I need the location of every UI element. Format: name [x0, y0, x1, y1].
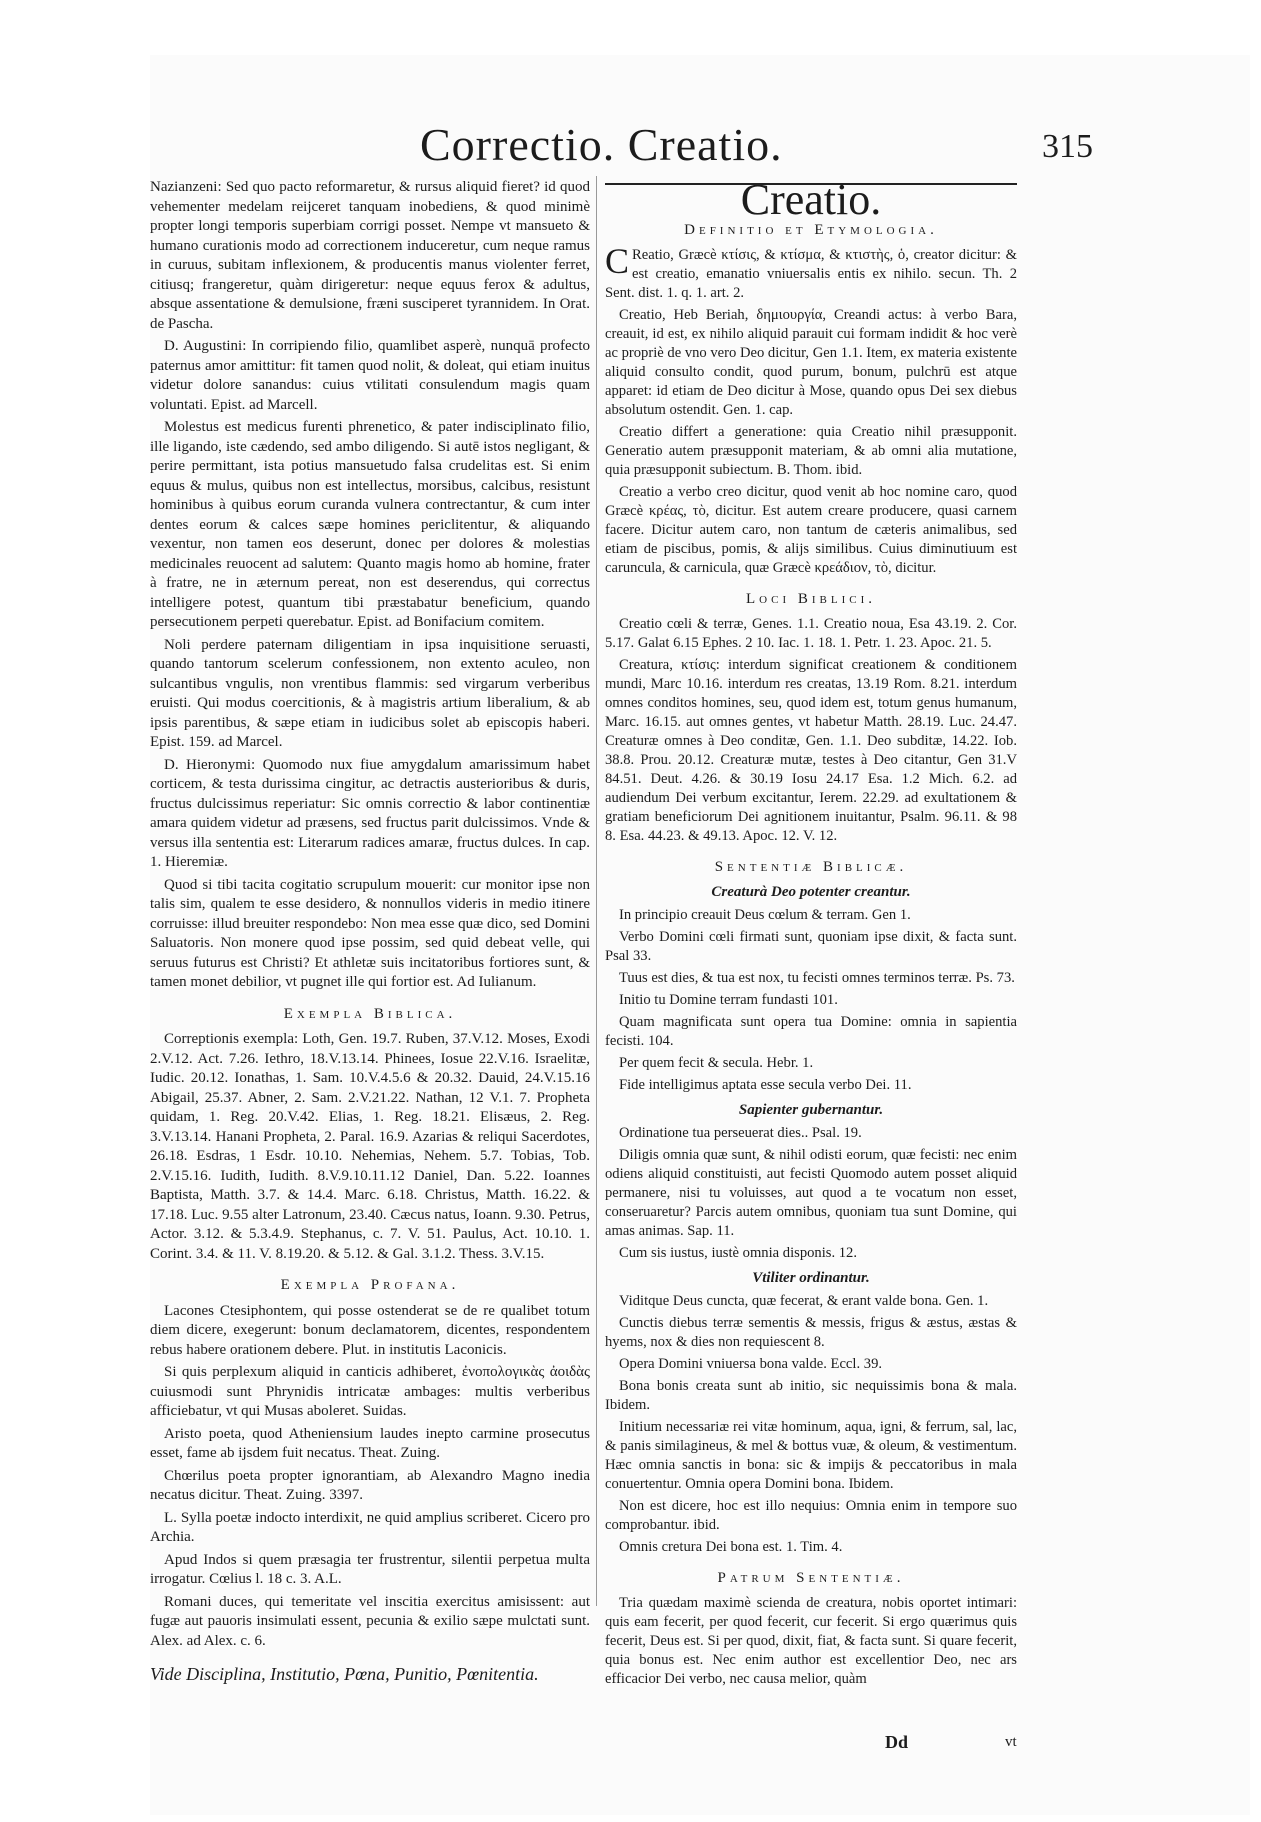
- paragraph: Bona bonis creata sunt ab initio, sic nequissimis bona & mala. Ibidem.: [605, 1378, 1017, 1413]
- paragraph: Creatura, κτίσις: interdum significat creationem & conditionem mundi, Marc 10.16. interdum res creatas, 13.19 Rom. 8.21. interdum omnes conditos homines, seu, quod idem est, totum genus humanum, Marc. 16.15. aut omnes gentes, vt habetur Matth. 28.19. Luc. 24.47. Creaturæ omnes à Deo conditæ, Gen. 1.1. Deo subditæ, 14.22. Iob. 38.8. Prou. 20.12. Creaturæ mutæ, testes à Deo citantur, Gen 31.V 84.51. Deut. 4.26. & 30.19 Iosu 24.17 Esa. 1.2 Mich. 6.2. ad audiendum Dei verbum excitantur, Ierem. 22.29. ad exultationem & gratiam beneficiorum Dei agnitionem inuitantur, Psalm. 96.11. & 98 8. Esa. 44.23. & 49.13. Apoc. 12. V. 12.: [605, 657, 1017, 844]
- paragraph: Opera Domini vniuersa bona valde. Eccl. 39.: [619, 1356, 883, 1372]
- paragraph: Initio tu Domine terram fundasti 101.: [619, 992, 838, 1008]
- paragraph: Omnis cretura Dei bona est. 1. Tim. 4.: [619, 1539, 843, 1555]
- paragraph: Viditque Deus cuncta, quæ fecerat, & erant valde bona. Gen. 1.: [619, 1293, 989, 1309]
- section-heading-patrum: Patrum Sententiæ.: [717, 1570, 905, 1586]
- paragraph: Verbo Domini cœli firmati sunt, quoniam ipse dixit, & facta sunt. Psal 33.: [605, 929, 1017, 964]
- paragraph: Creatio a verbo creo dicitur, quod venit ab hoc nomine caro, quod Græcè κρέας, τὸ, dicitur. Est autem creare producere, quasi carnem facere. Dicitur autem caro, non tantum de cæteris animalibus, sed etiam de piscibus, pomis, & alijs similibus. Cuius diminutiuum est caruncula, & carnicula, quæ Græcè κρεάδιον, τὸ, dicitur.: [605, 484, 1017, 576]
- running-head: Correctio. Creatio.: [420, 119, 783, 170]
- paragraph-text: Reatio, Græcè κτίσις, & κτίσμα, & κτιστὴς, ὁ, creator dicitur: & est creatio, emanatio vniuersalis entis ex nihilo. secun. Th. 2 Sent. dist. 1. q. 1. art. 2.: [605, 247, 1017, 301]
- section-heading-sententiae: Sententiæ Biblicæ.: [714, 859, 908, 875]
- paragraph: Lacones Ctesiphontem, qui posse ostenderat se de re qualibet totum diem dicere, exegerunt: bonum declamatorem, dicentes, respondentem rebus habere orationem debere. Plut. in institutis Laconicis.: [150, 1302, 590, 1358]
- paragraph: Molestus est medicus furenti phrenetico, & pater indisciplinato filio, ille ligando, iste cædendo, sed ambo diligendo. Si autē istos negligant, & perire permittant, ista potius mansuetudo falsa crudelitas est. Si enim equus & mulus, quibus non est intellectus, morsibus, calcibus, resistunt hominibus à quibus eorum curanda vulnera contrectantur, & cum inter dentes eorum & calces sæpe homines periclitentur, & aliquando vexentur, non tamen eos deserunt, donec per dolores & molestias medicinales reuocent ad salutem: Quanto magis homo ab homine, frater à fratre, ne in æternum pereat, non est deserendus, qui correctus intelligere potest, quantum tibi præstabatur beneficium, quando persecutionem perpeti querebatur. Epist. ad Bonifacium comitem.: [150, 419, 590, 630]
- paragraph: Tria quædam maximè scienda de creatura, nobis oportet intimari: quis eam fecerit, per quod fecerit, cur fecerit. Si ergo quærimus quis fecerit, Deus est. Si per quod, dixit, fiat, & facta sunt. Si quare fecerit, quia bonus est. Nec enim author est excellentior Deo, nec ars efficacior Dei verbo, nec causa melior, quàm: [605, 1595, 1017, 1687]
- entry-title: Creatio.: [740, 175, 882, 224]
- paragraph: Creatio differt a generatione: quia Creatio nihil præsupponit. Generatio autem præsupponit materiam, & ab omni alia mutatione, quia præsupponit subiectum. B. Thom. ibid.: [605, 424, 1017, 478]
- see-also: Vide Disciplina, Institutio, Pœna, Punitio, Pœnitentia.: [150, 1664, 539, 1684]
- paragraph: In principio creauit Deus cœlum & terram. Gen 1.: [619, 907, 911, 923]
- paragraph: Chœrilus poeta propter ignorantiam, ab Alexandro Magno inedia necatus dicitur. Theat. Zuing. 3397.: [150, 1467, 590, 1503]
- paragraph: Apud Indos si quem præsagia ter frustrentur, silentii perpetua multa irrogatur. Cœlius l. 18 c. 3. A.L.: [150, 1551, 590, 1587]
- paragraph: Romani duces, qui temeritate vel inscitia exercitus amisissent: aut fugæ aut pauoris insimulati essent, pecunia & exilio sæpe mulctati sunt. Alex. ad Alex. c. 6.: [150, 1593, 590, 1649]
- paragraph: D. Hieronymi: Quomodo nux fiue amygdalum amarissimum habet corticem, & testa durissima cingitur, ac detractis austerioribus & duris, fructus dulcissimus reperiatur: Sic omnis correctio & labor continentiæ amara quidem videtur ad præsens, sed fructus parit dulcissimos. Vnde & versus illa sententia est: Literarum radices amaræ, fructus dulces. In cap. 1. Hieremiæ.: [150, 756, 590, 870]
- column-divider: [596, 176, 597, 1606]
- right-column: [605, 175, 1017, 1692]
- paragraph: Nazianzeni: Sed quo pacto reformaretur, & rursus aliquid fieret? id quod vehementer medelam reijceret tanquam inobediens, & quod minimè propter longi temporis superbiam corrigi posset. Nempe vt mansueto & humano curationis modo ad correctionem induceretur, cum neque ramus in curuus, subitam inflexionem, & producentis manus violenter ferret, citiusq; frangeretur, quàm dirigeretur: neque equus ferox & adultus, absque assentatione & demulsione, fræni susciperet tyrannidem. In Orat. de Pascha.: [150, 179, 590, 332]
- paragraph: Noli perdere paternam diligentiam in ipsa inquisitione seruasti, quando tantorum scelerum confessionem, non extento aculeo, non sulcantibus vngulis, non vrentibus flammis: sed virgarum verberibus eruisti. Qui modus coercitionis, & à magistris artium liberalium, & ab ipsis parentibus, & sæpe etiam in iudicibus solet ab episcopis haberi. Epist. 159. ad Marcel.: [150, 636, 590, 750]
- paragraph: Aristo poeta, quod Atheniensium laudes inepto carmine prosecutus esset, fame ab ijsdem fuit necatus. Theat. Zuing.: [150, 1425, 590, 1461]
- paragraph: [605, 241, 1017, 303]
- paragraph: Si quis perplexum aliquid in canticis adhiberet, ἐνοπολογικὰς ἀοιδὰς cuiusmodi sunt Phrynidis intricatæ ambages: multis verberibus afficiebatur, vt qui Musas aboleret. Suidas.: [150, 1364, 590, 1419]
- paragraph: Quam magnificata sunt opera tua Domine: omnia in sapientia fecisti. 104.: [605, 1014, 1017, 1049]
- paragraph: Fide intelligimus aptata esse secula verbo Dei. 11.: [619, 1077, 912, 1093]
- left-column: [150, 178, 590, 1685]
- paragraph: Per quem fecit & secula. Hebr. 1.: [619, 1055, 814, 1071]
- page-number: 315: [1042, 128, 1093, 165]
- subheading: Sapienter gubernantur.: [738, 1102, 884, 1118]
- paragraph: L. Sylla poetæ indocto interdixit, ne quid amplius scriberet. Cicero pro Archia.: [150, 1509, 590, 1545]
- paragraph: Ordinatione tua perseuerat dies.. Psal. 19.: [619, 1125, 862, 1141]
- paragraph: Diligis omnia quæ sunt, & nihil odisti eorum, quæ fecisti: nec enim odiens aliquid constituisti, aut fecisti Quomodo autem posset aliquid permanere, nisi tu voluisses, aut quod a te vocatum non esset, conseruaretur? Parcis autem omnibus, quoniam tua sunt Domine, qui amas animas. Sap. 11.: [605, 1147, 1017, 1239]
- paragraph: Quod si tibi tacita cogitatio scrupulum mouerit: cur monitor ipse non talis sim, qualem te esse desidero, & nonnullos videris in medio itinere corruisse: illud breuiter respondebo: Non mea esse quæ dico, sed Domini Saluatoris. Non monere quod ipse possim, sed quid debeat velle, qui seruus futurus est Christi? Et athletæ suis incitatoribus fortiores sunt, & tamen monet debilior, vt pugnet ille qui fortior est. Ad Iulianum.: [150, 876, 590, 990]
- paragraph: Non est dicere, hoc est illo nequius: Omnia enim in tempore suo comprobantur. ibid.: [605, 1498, 1017, 1533]
- catchword: vt: [1005, 1734, 1017, 1750]
- paragraph: Tuus est dies, & tua est nox, tu fecisti omnes terminos terræ. Ps. 73.: [619, 970, 1015, 986]
- paragraph: Cum sis iustus, iustè omnia disponis. 12.: [619, 1245, 857, 1261]
- paragraph: Correptionis exempla: Loth, Gen. 19.7. Ruben, 37.V.12. Moses, Exodi 2.V.12. Act. 7.26. Iethro, 18.V.13.14. Phinees, Iosue 22.V.16. Israelitæ, Iudic. 20.12. Ionathas, 1. Sam. 10.V.4.5.6 & 20.32. Dauid, 24.V.15.16 Abigail, 25.37. Abner, 2. Sam. 2.V.21.22. Nathan, 12 V.1. 7. Propheta quidam, 1. Reg. 20.V.42. Elias, 1. Reg. 18.21. Elisæus, 2. Reg. 3.V.13.14. Hanani Propheta, 2. Paral. 16.9. Azarias & reliqui Sacerdotes, 26.18. Esdras, 1 Esdr. 10.10. Nehemias, Nehem. 5.7. Tobias, Tob. 2.V.15.16. Iudith, Iudith. 8.V.9.10.11.12 Daniel, Dan. 5.22. Ioannes Baptista, Matth. 3.7. & 14.4. Marc. 6.18. Christus, Matth. 16.22. & 17.18. Luc. 9.55 alter Latronum, 23.40. Cæcus natus, Ioann. 9.30. Petrus, Actor. 3.12. & 5.3.4.9. Stephanus, c. 7. V. 51. Paulus, Act. 10.10. 1. Corint. 3.4. & 11. V. 8.19.20. & 5.12. & Gal. 3.1.2. Thess. 3.V.15.: [150, 1031, 590, 1262]
- drop-cap: C: [605, 241, 630, 281]
- signature-mark: Dd: [885, 1732, 909, 1752]
- paragraph: Cunctis diebus terræ sementis & messis, frigus & æstus, æstas & hyems, nox & dies non requiescent 8.: [605, 1315, 1017, 1350]
- paragraph: Creatio, Heb Beriah, δημιουργία, Creandi actus: à verbo Bara, creauit, id est, ex nihilo aliquid parauit cui formam indidit & hoc verè ac propriè de vno vero Deo dicitur, Gen 1.1. Item, ex materia existente aliquid consulto condit, quod purum, bonum, pulchrū est atque apparet: id etiam de Deo dicitur à Mose, quando opus Dei sex diebus absolutum ostendit. Gen. 1. cap.: [605, 307, 1017, 418]
- page-gutter: [0, 0, 140, 1822]
- subheading: Creaturà Deo potenter creantur.: [711, 884, 911, 900]
- section-heading-exempla-profana: Exempla Profana.: [280, 1277, 460, 1293]
- section-heading-loci: Loci Biblici.: [746, 591, 876, 607]
- paragraph: D. Augustini: In corripiendo filio, quamlibet asperè, nunquā profecto paternus amor amittitur: fit tamen quod nolit, & doleat, qui etiam inuitus videtur dolore sanandus: cuius vtilitati consulendum magis quam voluntati. Epist. ad Marcell.: [150, 338, 590, 413]
- subheading: Vtiliter ordinantur.: [752, 1270, 870, 1286]
- paragraph: Initium necessariæ rei vitæ hominum, aqua, igni, & ferrum, sal, lac, & panis similagineus, & mel & bottus vuæ, & oleum, & vestimentum. Hæc omnia sanctis in bona: sic & impijs & peccatoribus in mala conuertentur. Omnia opera Domini bona. Ibidem.: [605, 1419, 1017, 1492]
- section-heading-exempla-biblica: Exempla Biblica.: [283, 1005, 457, 1022]
- paragraph: Creatio cœli & terræ, Genes. 1.1. Creatio noua, Esa 43.19. 2. Cor. 5.17. Galat 6.15 Ephes. 2 10. Iac. 1. 18. 1. Petr. 1. 23. Apoc. 21. 5.: [605, 616, 1017, 651]
- section-heading-definitio: Definitio et Etymologia.: [684, 222, 938, 238]
